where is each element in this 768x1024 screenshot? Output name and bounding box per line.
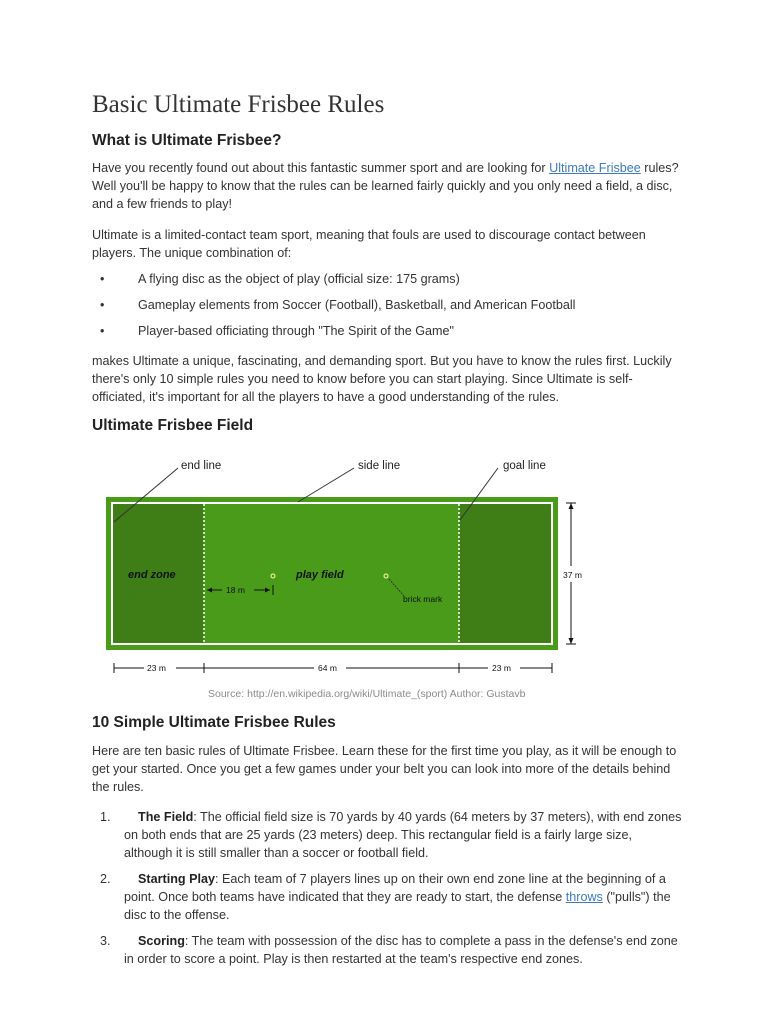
side-line-pointer	[298, 468, 354, 502]
field-diagram	[92, 450, 592, 682]
bullet-icon: •	[100, 272, 105, 286]
rule-number: 2.	[100, 872, 111, 886]
rules-intro-paragraph: Here are ten basic rules of Ultimate Frisbee. Learn these for the first time you play, as it will be enough to get your started. Once you get a few games under your belt you can look into more of the details behind the rules.	[92, 744, 677, 794]
rule-text: : Each team of 7 players lines up on their own end zone line at the beginning of a point. Once both teams have indicated that they are ready to start, the defense	[124, 872, 666, 904]
bullet-icon: •	[100, 324, 105, 338]
end-zone-label: end zone	[128, 569, 176, 581]
side-line-label: side line	[358, 460, 401, 472]
right-end-zone	[459, 504, 551, 643]
rule-item	[92, 932, 682, 968]
section-heading-what-is: What is Ultimate Frisbee?	[92, 132, 282, 149]
rule-title: Starting Play	[138, 872, 215, 886]
field-length-label: 64 m	[318, 663, 337, 673]
intro-text-end: rules? Well you'll be happy to know that the rules can be learned fairly quickly and you only need a field, a disc, and a few friends to play!	[92, 161, 679, 211]
rule-title: The Field	[138, 810, 194, 824]
rule-text-end: ("pulls") the disc to the offense.	[124, 890, 671, 922]
rules-list	[92, 808, 682, 976]
contact-paragraph: Ultimate is a limited-contact team sport, meaning that fouls are used to discourage contact between players. The unique combination of:	[92, 228, 646, 260]
list-item-text: Player-based officiating through "The Spirit of the Game"	[138, 324, 455, 338]
left-zone-length-label: 23 m	[147, 663, 166, 673]
page-title: Basic Ultimate Frisbee Rules	[92, 91, 385, 118]
rule-item	[92, 870, 682, 924]
intro-text-start: Have you recently found out about this fantastic summer sport and are looking for	[92, 161, 550, 175]
width-arrowhead-top	[569, 503, 574, 509]
section-heading-field: Ultimate Frisbee Field	[92, 417, 254, 434]
bullet-icon: •	[100, 298, 105, 312]
ultimate-frisbee-link[interactable]: Ultimate Frisbee	[549, 161, 641, 175]
goal-line-label: goal line	[503, 460, 546, 472]
throws-link[interactable]: throws	[565, 890, 603, 904]
section-heading-rules: 10 Simple Ultimate Frisbee Rules	[92, 714, 336, 731]
end-line-label: end line	[181, 460, 222, 472]
list-item	[92, 270, 682, 296]
rule-item	[92, 808, 682, 862]
rule-number: 1.	[100, 810, 111, 824]
rule-number: 3.	[100, 934, 111, 948]
diagram-caption: Source: http://en.wikipedia.org/wiki/Ultimate_(sport) Author: Gustavb	[208, 688, 526, 700]
rule-text: : The official field size is 70 yards by 40 yards (64 meters by 37 meters), with end zones on both ends that are 25 yards (23 meters) deep. This rectangular field is a fairly large size, although it is still smaller than a soccer or football field.	[124, 810, 682, 860]
rule-title: Scoring	[138, 934, 185, 948]
intro-paragraph	[92, 159, 682, 213]
width-arrowhead-bottom	[569, 638, 574, 644]
brick-distance-label: 18 m	[226, 585, 245, 595]
width-label: 37 m	[563, 570, 582, 580]
unique-combination-list	[92, 270, 682, 348]
brick-mark-label: brick mark	[403, 594, 443, 604]
play-field-label: play field	[296, 569, 344, 581]
list-item	[92, 296, 682, 322]
right-zone-length-label: 23 m	[492, 663, 511, 673]
list-item-text: Gameplay elements from Soccer (Football), Basketball, and American Football	[138, 298, 576, 312]
list-item	[92, 322, 682, 348]
list-item-text: A flying disc as the object of play (official size: 175 grams)	[138, 272, 460, 286]
rule-text: : The team with possession of the disc has to complete a pass in the defense's end zone in order to score a point. Play is then restarted at the team's respective end zones.	[124, 934, 678, 966]
summary-paragraph: makes Ultimate a unique, fascinating, and demanding sport. But you have to know the rules first. Luckily there's only 10 simple rules you need to know before you can start playing. Since Ultimate is self-officiated, it's important for all the players to have a good understanding of the rules.	[92, 354, 672, 404]
